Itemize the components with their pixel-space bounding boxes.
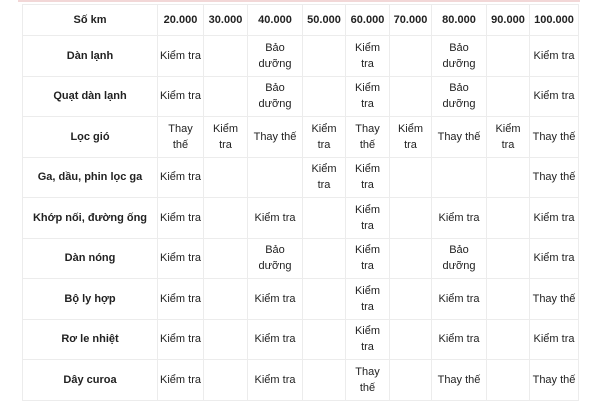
cell-text: Thay thế xyxy=(253,130,297,143)
cell-text: Kiểm tra xyxy=(354,163,381,192)
row-label: Dàn nóng xyxy=(23,238,158,279)
table-cell xyxy=(530,198,579,239)
table-row xyxy=(23,198,579,239)
header-cell-20000: 20.000 xyxy=(158,5,204,36)
cell-text: Thay thế xyxy=(532,373,576,386)
cell-text: Bảo dưỡng xyxy=(258,244,292,273)
table-cell xyxy=(303,198,346,239)
table-row xyxy=(23,279,579,320)
cell-text: Kiểm tra xyxy=(254,292,296,305)
cell-text: Thay thế xyxy=(532,292,576,305)
cell-text: Kiểm tra xyxy=(438,211,480,224)
table-cell xyxy=(158,319,204,360)
row-label: Dây curoa xyxy=(23,360,158,401)
table-cell xyxy=(390,279,432,320)
table-cell xyxy=(530,157,579,198)
table-cell xyxy=(390,319,432,360)
table-cell xyxy=(303,117,346,158)
table-cell xyxy=(390,157,432,198)
cell-text: Thay thế xyxy=(168,122,193,151)
table-cell xyxy=(204,360,248,401)
cell-text: Thay thế xyxy=(437,373,481,386)
row-label: Lọc gió xyxy=(23,117,158,158)
table-cell xyxy=(346,238,390,279)
cell-text: Thay thế xyxy=(355,122,380,151)
cell-text: Bảo dưỡng xyxy=(442,244,476,273)
table-cell xyxy=(158,360,204,401)
table-cell xyxy=(530,360,579,401)
table-cell xyxy=(530,76,579,117)
table-cell xyxy=(303,238,346,279)
table-cell xyxy=(487,360,530,401)
table-cell xyxy=(390,117,432,158)
table-cell xyxy=(487,76,530,117)
cell-text: Kiểm tra xyxy=(354,284,381,313)
header-cell-40000: 40.000 xyxy=(248,5,303,36)
cell-text: Kiểm tra xyxy=(160,211,201,224)
header-cell-100000: 100.000 xyxy=(530,5,579,36)
table-cell xyxy=(390,360,432,401)
table-cell xyxy=(432,117,487,158)
header-cell-70000: 70.000 xyxy=(390,5,432,36)
header-cell-30000: 30.000 xyxy=(204,5,248,36)
row-label: Quạt dàn lạnh xyxy=(23,76,158,117)
cell-text: Bảo dưỡng xyxy=(258,82,292,111)
cell-text: Kiểm tra xyxy=(354,203,381,232)
header-cell-80000: 80.000 xyxy=(432,5,487,36)
table-cell xyxy=(158,198,204,239)
cell-text: Kiểm tra xyxy=(438,292,480,305)
table-cell xyxy=(204,238,248,279)
table-cell xyxy=(158,76,204,117)
cell-text: Thay thế xyxy=(437,130,481,143)
cell-text: Thay thế xyxy=(532,130,576,143)
cell-text: Kiểm tra xyxy=(311,122,337,151)
cell-text: Kiểm tra xyxy=(533,49,575,62)
table-row xyxy=(23,157,579,198)
table-cell xyxy=(487,238,530,279)
cell-text: Kiểm tra xyxy=(354,41,381,70)
table-row xyxy=(23,36,579,77)
table-cell xyxy=(487,157,530,198)
table-cell xyxy=(204,36,248,77)
cell-text: Kiểm tra xyxy=(311,163,337,192)
cell-text: Kiểm tra xyxy=(212,122,239,151)
header-row xyxy=(23,5,579,36)
table-cell xyxy=(432,198,487,239)
table-cell xyxy=(158,238,204,279)
table-cell xyxy=(204,157,248,198)
cell-text: Kiểm tra xyxy=(533,252,575,265)
row-label: Ga, dầu, phin lọc ga xyxy=(23,157,158,198)
table-cell xyxy=(248,36,303,77)
cell-text: Kiểm tra xyxy=(495,122,521,151)
table-cell xyxy=(346,157,390,198)
table-cell xyxy=(530,319,579,360)
table-cell xyxy=(432,76,487,117)
table-cell xyxy=(303,157,346,198)
cell-text: Kiểm tra xyxy=(254,333,296,346)
table-cell xyxy=(204,117,248,158)
table-cell xyxy=(346,76,390,117)
cell-text: Kiểm tra xyxy=(160,90,201,103)
table-cell xyxy=(530,36,579,77)
table-cell xyxy=(530,117,579,158)
table-cell xyxy=(432,360,487,401)
table-cell xyxy=(158,117,204,158)
header-cell-90000: 90.000 xyxy=(487,5,530,36)
maintenance-table-container xyxy=(22,4,576,400)
cell-text: Kiểm tra xyxy=(160,292,201,305)
table-row xyxy=(23,76,579,117)
cell-text: Kiểm tra xyxy=(354,82,381,111)
table-cell xyxy=(204,319,248,360)
table-cell xyxy=(432,319,487,360)
table-cell xyxy=(346,279,390,320)
table-cell xyxy=(390,76,432,117)
table-row xyxy=(23,238,579,279)
table-cell xyxy=(303,319,346,360)
table-cell xyxy=(158,157,204,198)
table-cell xyxy=(530,279,579,320)
row-label: Rơ le nhiệt xyxy=(23,319,158,360)
table-cell xyxy=(487,319,530,360)
table-cell xyxy=(158,279,204,320)
cell-text: Kiểm tra xyxy=(397,122,424,151)
table-cell xyxy=(303,36,346,77)
table-body xyxy=(23,36,579,401)
row-label: Dàn lạnh xyxy=(23,36,158,77)
table-cell xyxy=(432,157,487,198)
cell-text: Thay thế xyxy=(355,365,380,394)
cell-text: Kiểm tra xyxy=(160,333,201,346)
table-cell xyxy=(204,198,248,239)
table-cell xyxy=(248,198,303,239)
table-cell xyxy=(346,36,390,77)
cell-text: Kiểm tra xyxy=(160,49,201,62)
table-cell xyxy=(248,238,303,279)
cell-text: Kiểm tra xyxy=(354,325,381,354)
table-cell xyxy=(248,157,303,198)
table-cell xyxy=(248,76,303,117)
cell-text: Bảo dưỡng xyxy=(442,82,476,111)
table-cell xyxy=(487,117,530,158)
row-label: Bộ ly hợp xyxy=(23,279,158,320)
top-accent-line xyxy=(18,0,580,2)
table-cell xyxy=(487,279,530,320)
cell-text: Kiểm tra xyxy=(160,252,201,265)
cell-text: Kiểm tra xyxy=(438,333,480,346)
header-cell-km-label: Số km xyxy=(23,5,158,36)
table-cell xyxy=(158,36,204,77)
row-label: Khớp nối, đường ống xyxy=(23,198,158,239)
table-cell xyxy=(432,279,487,320)
maintenance-schedule-table xyxy=(22,4,579,401)
table-cell xyxy=(487,198,530,239)
table-cell xyxy=(303,360,346,401)
table-cell xyxy=(204,279,248,320)
table-cell xyxy=(303,279,346,320)
table-cell xyxy=(390,238,432,279)
cell-text: Kiểm tra xyxy=(354,244,381,273)
table-row xyxy=(23,117,579,158)
table-cell xyxy=(248,117,303,158)
header-cell-60000: 60.000 xyxy=(346,5,390,36)
table-cell xyxy=(346,117,390,158)
table-cell xyxy=(248,360,303,401)
cell-text: Kiểm tra xyxy=(160,171,201,184)
table-cell xyxy=(303,76,346,117)
cell-text: Kiểm tra xyxy=(533,211,575,224)
table-cell xyxy=(530,238,579,279)
cell-text: Kiểm tra xyxy=(533,90,575,103)
cell-text: Kiểm tra xyxy=(254,373,296,386)
table-cell xyxy=(390,198,432,239)
cell-text: Bảo dưỡng xyxy=(442,41,476,70)
cell-text: Thay thế xyxy=(532,171,576,184)
table-cell xyxy=(346,319,390,360)
table-row xyxy=(23,360,579,401)
table-cell xyxy=(248,319,303,360)
table-cell xyxy=(346,360,390,401)
table-cell xyxy=(346,198,390,239)
table-cell xyxy=(432,238,487,279)
table-cell xyxy=(432,36,487,77)
header-cell-50000: 50.000 xyxy=(303,5,346,36)
table-cell xyxy=(390,36,432,77)
cell-text: Bảo dưỡng xyxy=(258,41,292,70)
table-cell xyxy=(248,279,303,320)
cell-text: Kiểm tra xyxy=(254,211,296,224)
cell-text: Kiểm tra xyxy=(533,333,575,346)
table-cell xyxy=(487,36,530,77)
table-row xyxy=(23,319,579,360)
table-cell xyxy=(204,76,248,117)
cell-text: Kiểm tra xyxy=(160,373,201,386)
